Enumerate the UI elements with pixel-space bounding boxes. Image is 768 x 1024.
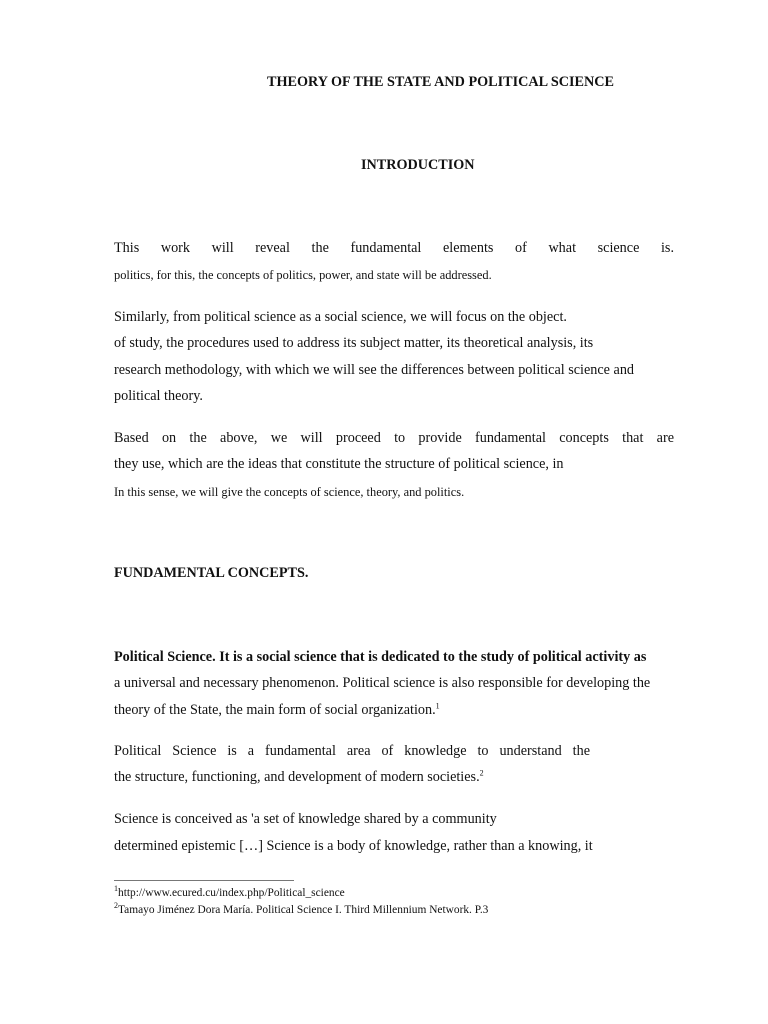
intro-p2-line1: Similarly, from political science as a social science, we will focus on the object. [114, 309, 567, 325]
footnote-separator [114, 880, 294, 881]
intro-p3-line2: they use, which are the ideas that constitute the structure of political science, in [114, 456, 564, 472]
footnote-1-link[interactable]: http://www.ecured.cu/index.php/Political_science [118, 887, 345, 899]
ps-p1-line1: Political Science. It is a social science that is dedicated to the study of political activity as [114, 649, 647, 665]
footnote-ref-2[interactable]: 2 [479, 768, 484, 778]
intro-p1-line1: This work will reveal the fundamental elements of what science is. [114, 240, 674, 256]
intro-p1-line2: politics, for this, the concepts of politics, power, and state will be addressed. [114, 268, 492, 282]
footnote-ref-1[interactable]: 1 [435, 701, 440, 711]
ps-p2-line1: Political Science is a fundamental area of knowledge to understand the [114, 743, 590, 759]
footnote-1 [114, 884, 345, 899]
intro-p2-line2: of study, the procedures used to address its subject matter, its theoretical analysis, its [114, 335, 594, 351]
footnote-1-mark: 1 [114, 884, 118, 894]
sci-p-line1: Science is conceived as 'a set of knowledge shared by a community [114, 811, 497, 827]
footnote-2-text: Tamayo Jiménez Dora María. Political Science I. Third Millennium Network. P.3 [118, 904, 489, 916]
ps-p2-line2-text: the structure, functioning, and development of modern societies. [114, 769, 480, 785]
ps-p1-line2: a universal and necessary phenomenon. Political science is also responsible for developing the [114, 675, 651, 691]
fundamental-concepts-heading: FUNDAMENTAL CONCEPTS. [114, 565, 309, 581]
intro-p2-line4: political theory. [114, 388, 203, 404]
ps-p2-line2 [114, 768, 484, 786]
intro-p3-line3: In this sense, we will give the concepts of science, theory, and politics. [114, 485, 465, 499]
sci-p-line2: determined epistemic […] Science is a body of knowledge, rather than a knowing, it [114, 838, 593, 854]
intro-p2-line3: research methodology, with which we will see the differences between political science and [114, 362, 635, 378]
intro-p3-line1: Based on the above, we will proceed to provide fundamental concepts that are [114, 430, 674, 446]
ps-p1-line3-text: theory of the State, the main form of social organization. [114, 702, 436, 718]
introduction-heading: INTRODUCTION [361, 157, 475, 173]
footnote-2 [114, 901, 489, 916]
footnote-2-mark: 2 [114, 901, 118, 911]
document-title: THEORY OF THE STATE AND POLITICAL SCIENCE [267, 74, 614, 90]
ps-p1-line3 [114, 701, 440, 719]
